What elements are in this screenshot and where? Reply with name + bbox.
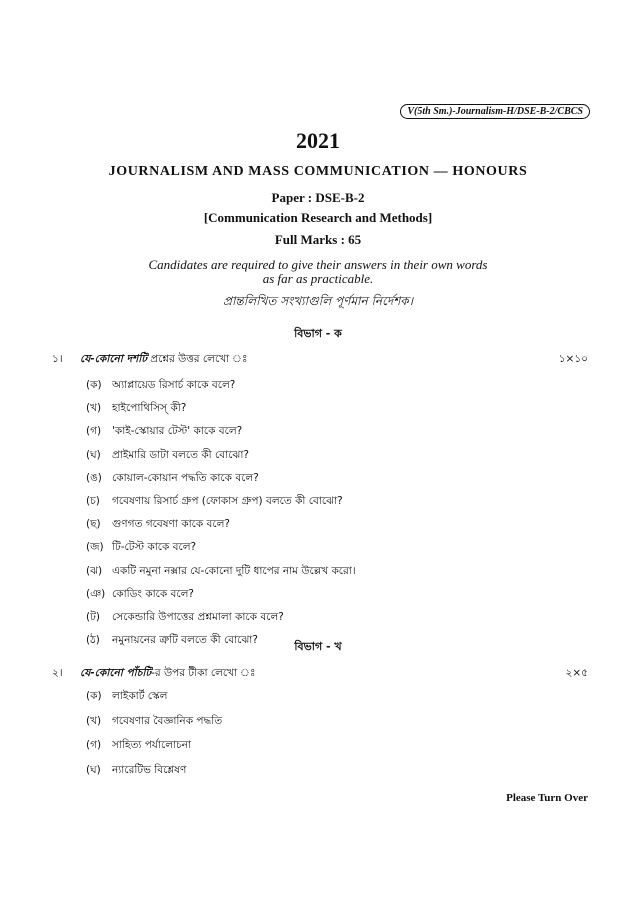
question-2-emphasis: যে-কোনো পাঁচটি — [80, 667, 152, 679]
question-1-text: প্রশ্নের উত্তর লেখো ঃ — [146, 353, 248, 365]
list-item — [86, 587, 194, 604]
paper-topic: [Communication Research and Methods] — [203, 210, 433, 225]
list-item-text: গবেষণার বৈজ্ঞানিক পদ্ধতি — [112, 714, 223, 727]
section-1-title: বিভাগ - ক — [294, 327, 342, 340]
list-item-label: (খ) — [86, 402, 102, 415]
list-item-label: (ক) — [86, 379, 102, 391]
list-item-text: ন্যারেটিভ বিশ্লেষণ — [112, 763, 187, 776]
question-1-emphasis: যে-কোনো দশটি — [80, 353, 147, 365]
list-item-label: (গ) — [86, 739, 102, 751]
question-1-number: ১। — [52, 353, 63, 365]
list-item — [86, 540, 196, 557]
list-item-label: (ছ) — [86, 518, 101, 531]
instructions-bengali: প্রান্তলিখিত সংখ্যাগুলি পূর্ণমান নির্দেশক। — [222, 294, 413, 308]
list-item-text: গবেষণায় রিসার্চ গ্রুপ (ফোকাস গ্রুপ) বলতে কী বোঝো? — [112, 495, 343, 507]
list-item — [86, 763, 186, 780]
subject-title: JOURNALISM AND MASS COMMUNICATION — HONOURS — [108, 164, 528, 179]
question-2-text: -র উপর টীকা লেখো ঃ — [151, 667, 256, 679]
list-item-text: সেকেন্ডারি উপাত্তের প্রশ্নমালা কাকে বলে? — [112, 611, 284, 623]
list-item-label: (ঝ) — [86, 564, 103, 577]
list-item-label: (ঠ) — [86, 634, 100, 647]
list-item-text: সাহিত্য পর্যালোচনা — [112, 739, 192, 751]
list-item-text: নমুনায়নের ত্রুটি বলতে কী বোঝো? — [112, 634, 258, 647]
list-item-text: গুণগত গবেষণা কাকে বলে? — [112, 518, 230, 531]
list-item — [86, 610, 284, 627]
full-marks: Full Marks : 65 — [274, 232, 362, 247]
list-item-label: (জ) — [86, 541, 104, 554]
list-item — [86, 401, 186, 418]
list-item-text: প্রাইমারি ডাটা বলতে কী বোঝো? — [112, 448, 249, 461]
list-item — [86, 689, 167, 706]
paper-code-badge: V(5th Sm.)-Journalism-H/DSE-B-2/CBCS — [400, 104, 590, 119]
list-item-text: 'কাই-স্কোয়ার টেস্ট' কাকে বলে? — [112, 425, 243, 438]
question-1 — [52, 352, 247, 369]
list-item-label: (ঞ) — [86, 587, 106, 600]
list-item-label: (ক) — [86, 690, 102, 702]
instructions-english — [0, 258, 636, 286]
list-item-label: (খ) — [86, 714, 102, 727]
list-item — [86, 517, 230, 534]
list-item-text: একটি নমুনা নক্সার যে-কোনো দুটি ধাপের নাম উল্লেখ করো। — [112, 564, 356, 577]
list-item — [86, 424, 242, 441]
question-1-marks: ১×১০ — [558, 353, 588, 365]
list-item-text: টি-টেস্ট কাকে বলে? — [112, 541, 197, 554]
list-item-text: হাইপোথিসিস্ কী? — [112, 402, 187, 415]
list-item-label: (গ) — [86, 425, 102, 438]
question-2 — [52, 666, 255, 683]
section-2-title: বিভাগ - খ — [294, 640, 342, 653]
please-turn-over: Please Turn Over — [506, 792, 588, 804]
list-item-text: অ্যাপ্লায়েড রিসার্চ কাকে বলে? — [112, 379, 236, 391]
list-item — [86, 494, 343, 511]
question-2-marks: ২×৫ — [565, 667, 588, 679]
list-item-label: (ঘ) — [86, 763, 101, 776]
list-item — [86, 564, 356, 581]
list-item-label: (ঙ) — [86, 471, 102, 484]
list-item — [86, 378, 235, 395]
list-item-text: কোয়াল-কোয়ান পদ্ধতি কাকে বলে? — [112, 471, 259, 484]
list-item-text: কোডিং কাকে বলে? — [112, 587, 194, 600]
paper-code: Paper : DSE-B-2 — [271, 190, 365, 205]
list-item-label: (ট) — [86, 611, 100, 623]
instructions-line-2: as far as practicable. — [262, 271, 374, 286]
list-item-label: (চ) — [86, 495, 100, 507]
list-item — [86, 714, 222, 731]
list-item-text: লাইকার্ট স্কেল — [112, 690, 168, 702]
exam-year: 2021 — [296, 128, 340, 153]
instructions-line-1: Candidates are required to give their answers in their own words — [148, 257, 488, 272]
list-item — [86, 738, 191, 755]
list-item — [86, 448, 249, 465]
question-2-number: ২। — [52, 667, 63, 679]
list-item-label: (ঘ) — [86, 448, 101, 461]
list-item — [86, 471, 259, 488]
